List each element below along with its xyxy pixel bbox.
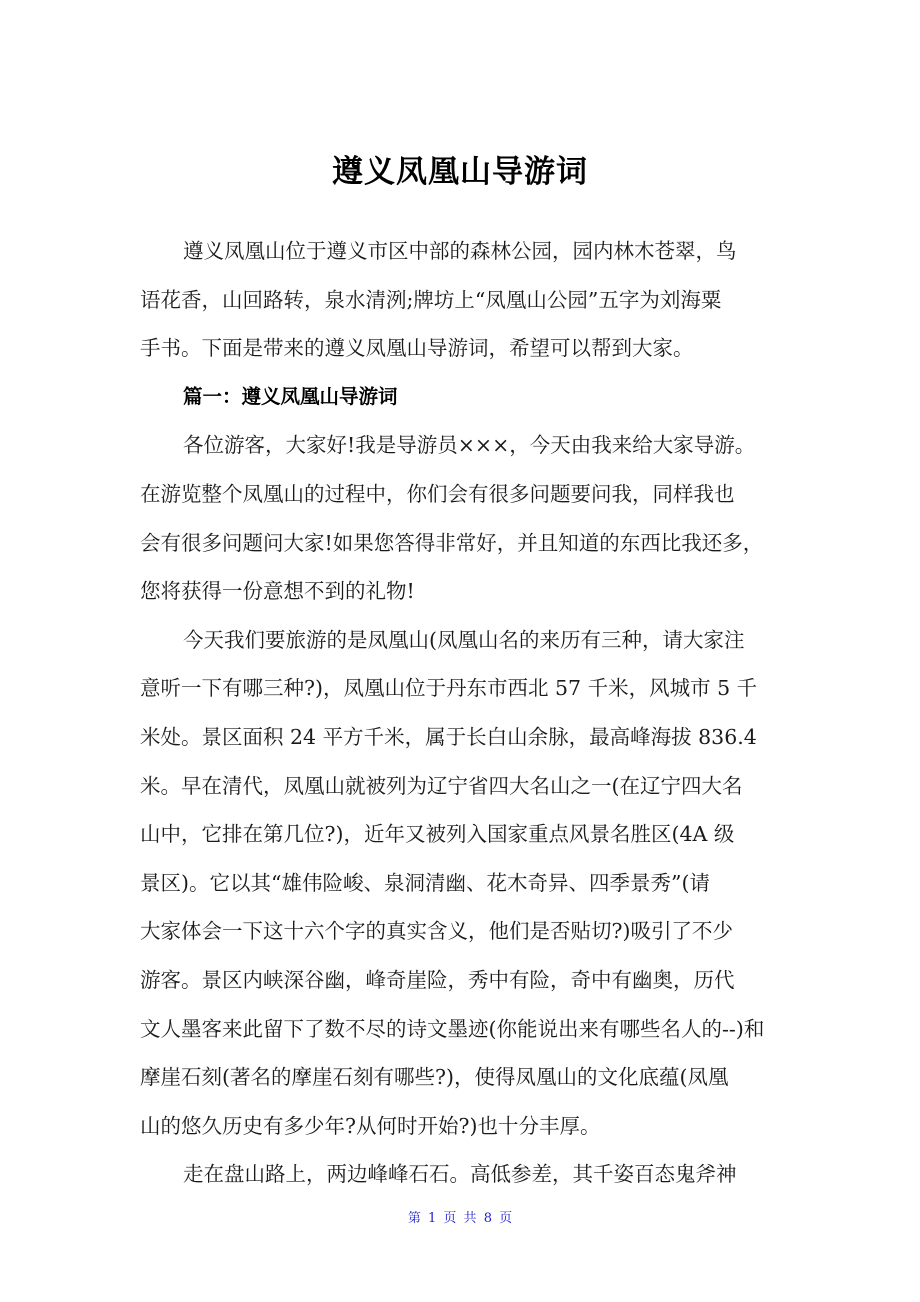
- paragraph-line: 文人墨客来此留下了数不尽的诗文墨迹(你能说出来有哪些名人的--)和: [140, 1016, 765, 1041]
- paragraph-line: 米处。景区面积 24 平方千米，属于长白山余脉，最高峰海拔 836.4: [140, 724, 757, 749]
- document-body: [140, 227, 812, 1199]
- paragraph-line: 今天我们要旅游的是凤凰山(凤凰山名的来历有三种，请大家注: [183, 627, 745, 652]
- paragraph-line: 各位游客，大家好!我是导游员×××，今天由我来给大家导游。: [183, 433, 756, 458]
- paragraph-line: 大家体会一下这十六个字的真实含义，他们是否贴切?)吸引了不少: [140, 919, 733, 944]
- paragraph-line: 手书。下面是带来的遵义凤凰山导游词，希望可以帮到大家。: [140, 336, 694, 361]
- paragraph-line: 山的悠久历史有多少年?从何时开始?)也十分丰厚。: [140, 1113, 601, 1138]
- paragraph-line: 景区)。它以其“雄伟险峻、泉洞清幽、花木奇异、四季景秀”(请: [140, 870, 710, 895]
- paragraph-line: 走在盘山路上，两边峰峰石石。高低参差，其千姿百态鬼斧神: [183, 1162, 737, 1187]
- section-heading: 篇一：遵义凤凰山导游词: [183, 384, 398, 408]
- page-number-footer: 第 1 页 共 8 页: [407, 1211, 513, 1226]
- paragraph-line: 摩崖石刻(著名的摩崖石刻有哪些?)，使得凤凰山的文化底蕴(凤凰: [140, 1065, 729, 1090]
- paragraph-line: 遵义凤凰山位于遵义市区中部的森林公园，园内林木苍翠，鸟: [183, 239, 737, 263]
- paragraph-line: 意听一下有哪三种?)，凤凰山位于丹东市西北 57 千米，风城市 5 千: [140, 676, 758, 701]
- document-title: 遵义凤凰山导游词: [332, 154, 588, 190]
- paragraph-line: 米。早在清代，凤凰山就被列为辽宁省四大名山之一(在辽宁四大名: [140, 773, 743, 798]
- paragraph-line: 游客。景区内峡深谷幽，峰奇崖险，秀中有险，奇中有幽奥，历代: [140, 967, 735, 992]
- paragraph-line: 您将获得一份意想不到的礼物!: [140, 579, 415, 604]
- paragraph-line: 在游览整个凤凰山的过程中，你们会有很多问题要问我，同样我也: [140, 481, 735, 506]
- paragraph-line: 会有很多问题问大家!如果您答得非常好，并且知道的东西比我还多，: [140, 530, 764, 555]
- paragraph-line: 语花香，山回路转，泉水清洌;牌坊上“凤凰山公园”五字为刘海粟: [140, 287, 722, 312]
- paragraph-line: 山中，它排在第几位?)，近年又被列入国家重点风景名胜区(4A 级: [140, 822, 735, 847]
